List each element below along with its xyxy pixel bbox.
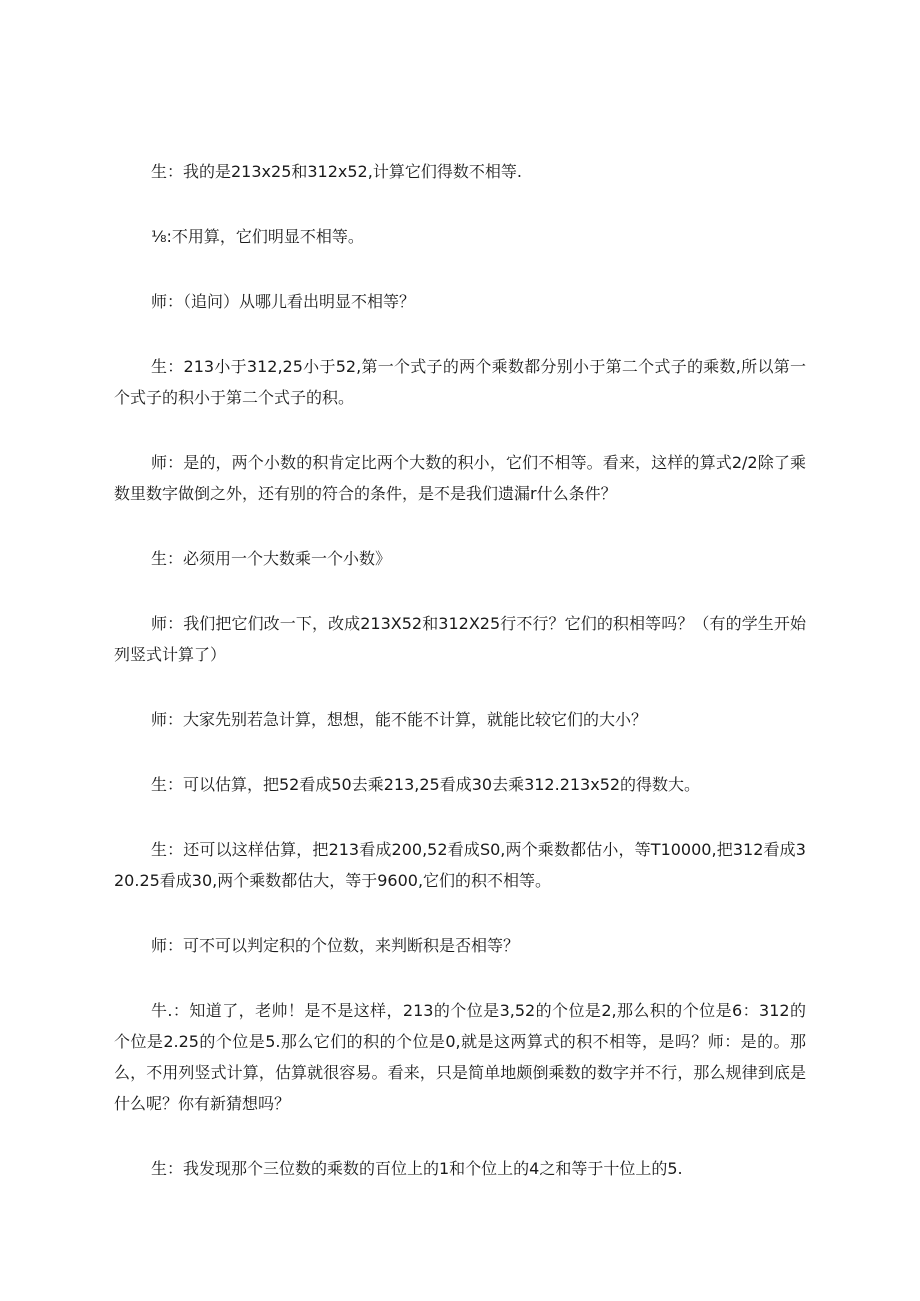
paragraph-4: 生：213小于312,25小于52,第一个式子的两个乘数都分别小于第二个式子的乘数,所以第一个式子的积小于第二个式子的积。 (114, 357, 806, 407)
paragraph-5: 师：是的，两个小数的积肯定比两个大数的积小，它们不相等。看来，这样的算式2/2除了乘数里数字做倒之外，还有别的符合的条件，是不是我们遗漏r什么条件？ (114, 453, 806, 503)
paragraph-8: 师：大家先别若急计算，想想，能不能不计算，就能比较它们的大小？ (151, 710, 648, 729)
paragraph-3: 师：（追问）从哪儿看出明显不相等？ (151, 292, 416, 311)
paragraph-6: 生：必须用一个大数乘一个小数》 (151, 549, 392, 568)
paragraph-10: 生：还可以这样估算，把213看成200,52看成S0,两个乘数都估小，等T10000,把312看成320.25看成30,两个乘数都估大，等于9600,它们的积不相等。 (114, 840, 806, 890)
paragraph-1: 生：我的是213x25和312x52,计算它们得数不相等. (151, 162, 522, 181)
paragraph-11: 师：可不可以判定积的个位数，来判断积是否相等？ (151, 936, 520, 955)
document-body (114, 156, 806, 1218)
paragraph-13: 生：我发现那个三位数的乘数的百位上的1和个位上的4之和等于十位上的5. (151, 1159, 683, 1178)
paragraph-7: 师：我们把它们改一下，改成213X52和312X25行不行？它们的积相等吗？（有的学生开始列竖式计算了） (114, 614, 806, 664)
paragraph-12: 牛.：知道了，老帅！是不是这样，213的个位是3,52的个位是2,那么积的个位是6：312的个位是2.25的个位是5.那么它们的积的个位是0,就是这两算式的积不相等，是吗？师：是的。那么，不用列竖式计算，估算就很容易。看来，只是简单地颇倒乘数的数字并不行，那么规律到底是什么呢？你有新猜想吗？ (114, 1001, 806, 1113)
paragraph-2: ⅛:不用算，它们明显不相等。 (151, 227, 364, 246)
paragraph-9: 生：可以估算，把52看成50去乘213,25看成30去乘312.213x52的得数大。 (151, 775, 701, 794)
